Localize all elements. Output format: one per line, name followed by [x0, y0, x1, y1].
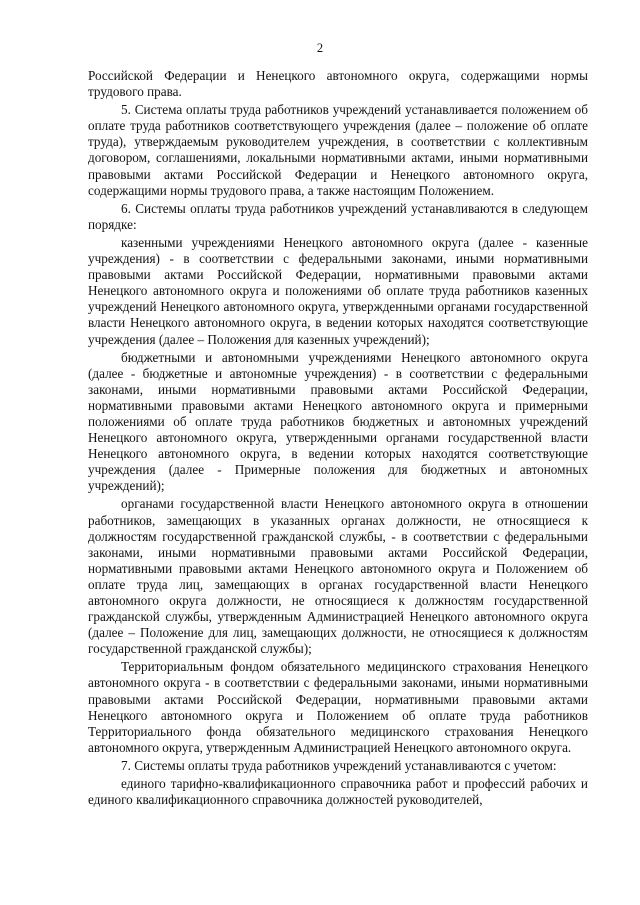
- paragraph-byudzhetnye: бюджетными и автономными учреждениями Ненецкого автономного округа (далее - бюджетные и автономные учреждения) - в соответствии с федеральными законами, иными нормативными правовыми актами Российской Федерации, нормативными правовыми актами Ненецкого автономного округа и примерными положениями об оплате труда работников бюджетных и автономных учреждений Ненецкого автономного округа, утвержденными органами государственной власти Ненецкого автономного округа, в ведении которых находятся соответствующие учреждения (далее - Примерные положения для бюджетных и автономных учреждений);: [88, 349, 588, 494]
- paragraph-tfoms: Территориальным фондом обязательного медицинского страхования Ненецкого автономного округа - в соответствии с федеральными законами, иными нормативными правовыми актами Российской Федерации, нормативными правовыми актами Ненецкого автономного округа и Положением об оплате труда работников Территориального фонда обязательного медицинского страхования Ненецкого автономного округа, утвержденным Администрацией Ненецкого автономного округа.: [88, 659, 588, 755]
- paragraph-item-6: 6. Системы оплаты труда работников учреждений устанавливаются в следующем порядке:: [88, 200, 588, 232]
- paragraph-item-5: 5. Система оплаты труда работников учреждений устанавливается положением об оплате труда работников соответствующего учреждения (далее – положение об оплате труда), утверждаемым руководителем учреждения, в соответствии с коллективным договором, соглашениями, локальными нормативными актами, иными нормативными правовыми актами Российской Федерации и Ненецкого автономного округа, содержащими нормы трудового права, а также настоящим Положением.: [88, 102, 588, 198]
- paragraph-item-7: 7. Системы оплаты труда работников учреждений устанавливаются с учетом:: [121, 757, 557, 773]
- page-number: 2: [316, 41, 324, 55]
- paragraph-kazennye: казенными учреждениями Ненецкого автономного округа (далее - казенные учреждения) - в соответствии с федеральными законами, иными нормативными правовыми актами Российской Федерации, нормативными правовыми актами Ненецкого автономного округа и положениями об оплате труда работников казенных учреждений Ненецкого автономного округа, утвержденными органами государственной власти Ненецкого автономного округа, в ведении которых находятся соответствующие учреждения (далее – Положения для казенных учреждений);: [88, 234, 588, 347]
- paragraph-continuation: Российской Федерации и Ненецкого автономного округа, содержащими нормы трудового права.: [88, 68, 588, 100]
- document-body: [88, 68, 588, 810]
- paragraph-organy-vlasti: органами государственной власти Ненецкого автономного округа в отношении работников, замещающих в указанных органах должности, не относящиеся к должностям государственной гражданской службы, - в соответствии с федеральными законами, иными нормативными правовыми актами Российской Федерации, нормативными правовыми актами Ненецкого автономного округа и Положением об оплате труда лиц, замещающих в органах государственной власти Ненецкого автономного округа должности, не относящиеся к должностям государственной гражданской службы, утвержденным Администрацией Ненецкого автономного округа (далее – Положение для лиц, замещающих должности, не относящиеся к должностям государственной гражданской службы);: [88, 496, 588, 657]
- paragraph-etks: единого тарифно-квалификационного справочника работ и профессий рабочих и единого квалификационного справочника должностей руководителей,: [88, 776, 588, 808]
